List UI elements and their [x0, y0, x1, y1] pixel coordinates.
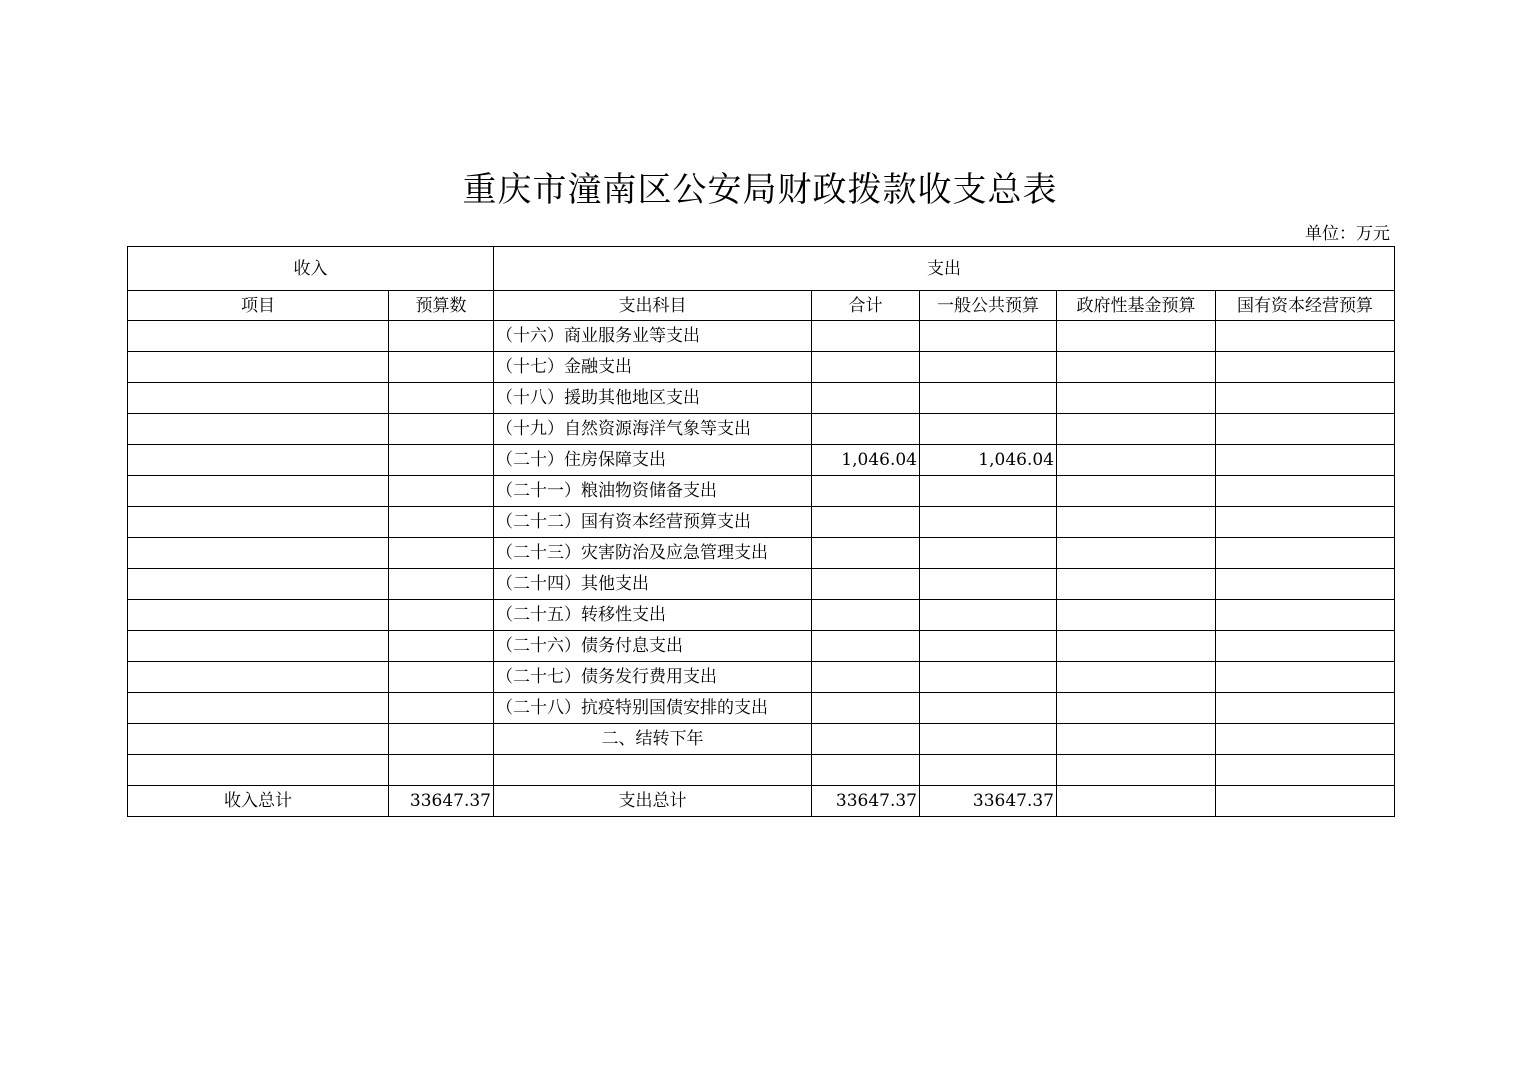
cell-state	[1216, 383, 1395, 414]
table-row	[128, 662, 1395, 693]
cell-subject: （二十）住房保障支出	[494, 445, 812, 476]
cell-total	[812, 724, 920, 755]
cell-fund	[1057, 352, 1216, 383]
cell-budget	[389, 569, 494, 600]
cell-fund	[1057, 321, 1216, 352]
cell-budget	[389, 476, 494, 507]
cell-item	[128, 755, 389, 786]
cell-subject	[494, 755, 812, 786]
cell-general	[920, 755, 1057, 786]
header-income: 收入	[128, 247, 494, 291]
table-row	[128, 693, 1395, 724]
cell-item	[128, 538, 389, 569]
cell-budget	[389, 507, 494, 538]
cell-state	[1216, 600, 1395, 631]
cell-state	[1216, 693, 1395, 724]
col-header-budget: 预算数	[389, 291, 494, 321]
cell-general	[920, 600, 1057, 631]
cell-total	[812, 693, 920, 724]
cell-total	[812, 600, 920, 631]
cell-general	[920, 538, 1057, 569]
cell-fund	[1057, 445, 1216, 476]
cell-budget	[389, 724, 494, 755]
col-header-item: 项目	[128, 291, 389, 321]
col-header-state: 国有资本经营预算	[1216, 291, 1395, 321]
table-row	[128, 538, 1395, 569]
cell-state	[1216, 414, 1395, 445]
cell-item	[128, 600, 389, 631]
expense-total-state	[1216, 785, 1395, 816]
expense-total-label: 支出总计	[494, 785, 812, 816]
cell-item	[128, 414, 389, 445]
page-title: 重庆市潼南区公安局财政拨款收支总表	[462, 170, 1058, 210]
cell-fund	[1057, 476, 1216, 507]
cell-subject: 二、结转下年	[494, 724, 812, 755]
cell-state	[1216, 662, 1395, 693]
cell-item	[128, 662, 389, 693]
cell-total	[812, 631, 920, 662]
expense-total-general: 33647.37	[920, 785, 1057, 816]
cell-budget	[389, 321, 494, 352]
cell-item	[128, 724, 389, 755]
cell-budget	[389, 662, 494, 693]
cell-general	[920, 631, 1057, 662]
table-row	[128, 631, 1395, 662]
header-expense: 支出	[494, 247, 1395, 291]
header-row-columns	[128, 291, 1395, 321]
cell-fund	[1057, 662, 1216, 693]
cell-subject: （十八）援助其他地区支出	[494, 383, 812, 414]
cell-state	[1216, 507, 1395, 538]
cell-fund	[1057, 631, 1216, 662]
cell-fund	[1057, 724, 1216, 755]
unit-label: 单位：万元	[1305, 224, 1390, 244]
cell-item	[128, 445, 389, 476]
cell-subject: （十七）金融支出	[494, 352, 812, 383]
cell-fund	[1057, 693, 1216, 724]
cell-subject: （二十五）转移性支出	[494, 600, 812, 631]
income-total-label: 收入总计	[128, 785, 389, 816]
table-row	[128, 383, 1395, 414]
cell-item	[128, 507, 389, 538]
cell-fund	[1057, 600, 1216, 631]
cell-total	[812, 662, 920, 693]
cell-budget	[389, 631, 494, 662]
cell-state	[1216, 569, 1395, 600]
cell-fund	[1057, 538, 1216, 569]
cell-budget	[389, 352, 494, 383]
cell-state	[1216, 755, 1395, 786]
cell-item	[128, 569, 389, 600]
cell-budget	[389, 693, 494, 724]
cell-general	[920, 352, 1057, 383]
cell-fund	[1057, 569, 1216, 600]
cell-budget	[389, 538, 494, 569]
cell-total	[812, 569, 920, 600]
cell-budget	[389, 414, 494, 445]
col-header-total: 合计	[812, 291, 920, 321]
cell-total	[812, 321, 920, 352]
cell-total	[812, 538, 920, 569]
cell-budget	[389, 445, 494, 476]
cell-fund	[1057, 507, 1216, 538]
cell-general: 1,046.04	[920, 445, 1057, 476]
cell-subject: （十九）自然资源海洋气象等支出	[494, 414, 812, 445]
cell-state	[1216, 321, 1395, 352]
expense-total-fund	[1057, 785, 1216, 816]
col-header-fund: 政府性基金预算	[1057, 291, 1216, 321]
cell-fund	[1057, 755, 1216, 786]
expense-total-value: 33647.37	[812, 785, 920, 816]
col-header-general: 一般公共预算	[920, 291, 1057, 321]
cell-budget	[389, 755, 494, 786]
cell-general	[920, 569, 1057, 600]
cell-total: 1,046.04	[812, 445, 920, 476]
cell-item	[128, 631, 389, 662]
table-row	[128, 507, 1395, 538]
cell-total	[812, 352, 920, 383]
table-row	[128, 600, 1395, 631]
cell-item	[128, 352, 389, 383]
cell-subject: （二十八）抗疫特别国债安排的支出	[494, 693, 812, 724]
table-row	[128, 724, 1395, 755]
cell-general	[920, 693, 1057, 724]
cell-budget	[389, 383, 494, 414]
cell-general	[920, 476, 1057, 507]
cell-state	[1216, 724, 1395, 755]
cell-total	[812, 476, 920, 507]
table-row	[128, 414, 1395, 445]
budget-table	[127, 246, 1395, 817]
table-row	[128, 476, 1395, 507]
cell-state	[1216, 631, 1395, 662]
income-total-value: 33647.37	[389, 785, 494, 816]
table-row	[128, 755, 1395, 786]
cell-subject: （二十六）债务付息支出	[494, 631, 812, 662]
table-row	[128, 569, 1395, 600]
cell-budget	[389, 600, 494, 631]
cell-total	[812, 507, 920, 538]
cell-subject: （二十一）粮油物资储备支出	[494, 476, 812, 507]
cell-general	[920, 321, 1057, 352]
cell-state	[1216, 538, 1395, 569]
cell-subject: （二十二）国有资本经营预算支出	[494, 507, 812, 538]
cell-total	[812, 383, 920, 414]
cell-general	[920, 662, 1057, 693]
cell-subject: （二十七）债务发行费用支出	[494, 662, 812, 693]
cell-fund	[1057, 414, 1216, 445]
cell-fund	[1057, 383, 1216, 414]
col-header-subject: 支出科目	[494, 291, 812, 321]
cell-total	[812, 755, 920, 786]
header-row-group	[128, 247, 1395, 291]
cell-state	[1216, 352, 1395, 383]
totals-row	[128, 785, 1395, 816]
cell-item	[128, 693, 389, 724]
table-row	[128, 321, 1395, 352]
cell-subject: （十六）商业服务业等支出	[494, 321, 812, 352]
cell-state	[1216, 445, 1395, 476]
cell-general	[920, 414, 1057, 445]
cell-item	[128, 321, 389, 352]
cell-general	[920, 507, 1057, 538]
cell-total	[812, 414, 920, 445]
table-row	[128, 352, 1395, 383]
cell-item	[128, 383, 389, 414]
cell-subject: （二十三）灾害防治及应急管理支出	[494, 538, 812, 569]
cell-item	[128, 476, 389, 507]
cell-subject: （二十四）其他支出	[494, 569, 812, 600]
cell-general	[920, 724, 1057, 755]
cell-state	[1216, 476, 1395, 507]
cell-general	[920, 383, 1057, 414]
table-row	[128, 445, 1395, 476]
